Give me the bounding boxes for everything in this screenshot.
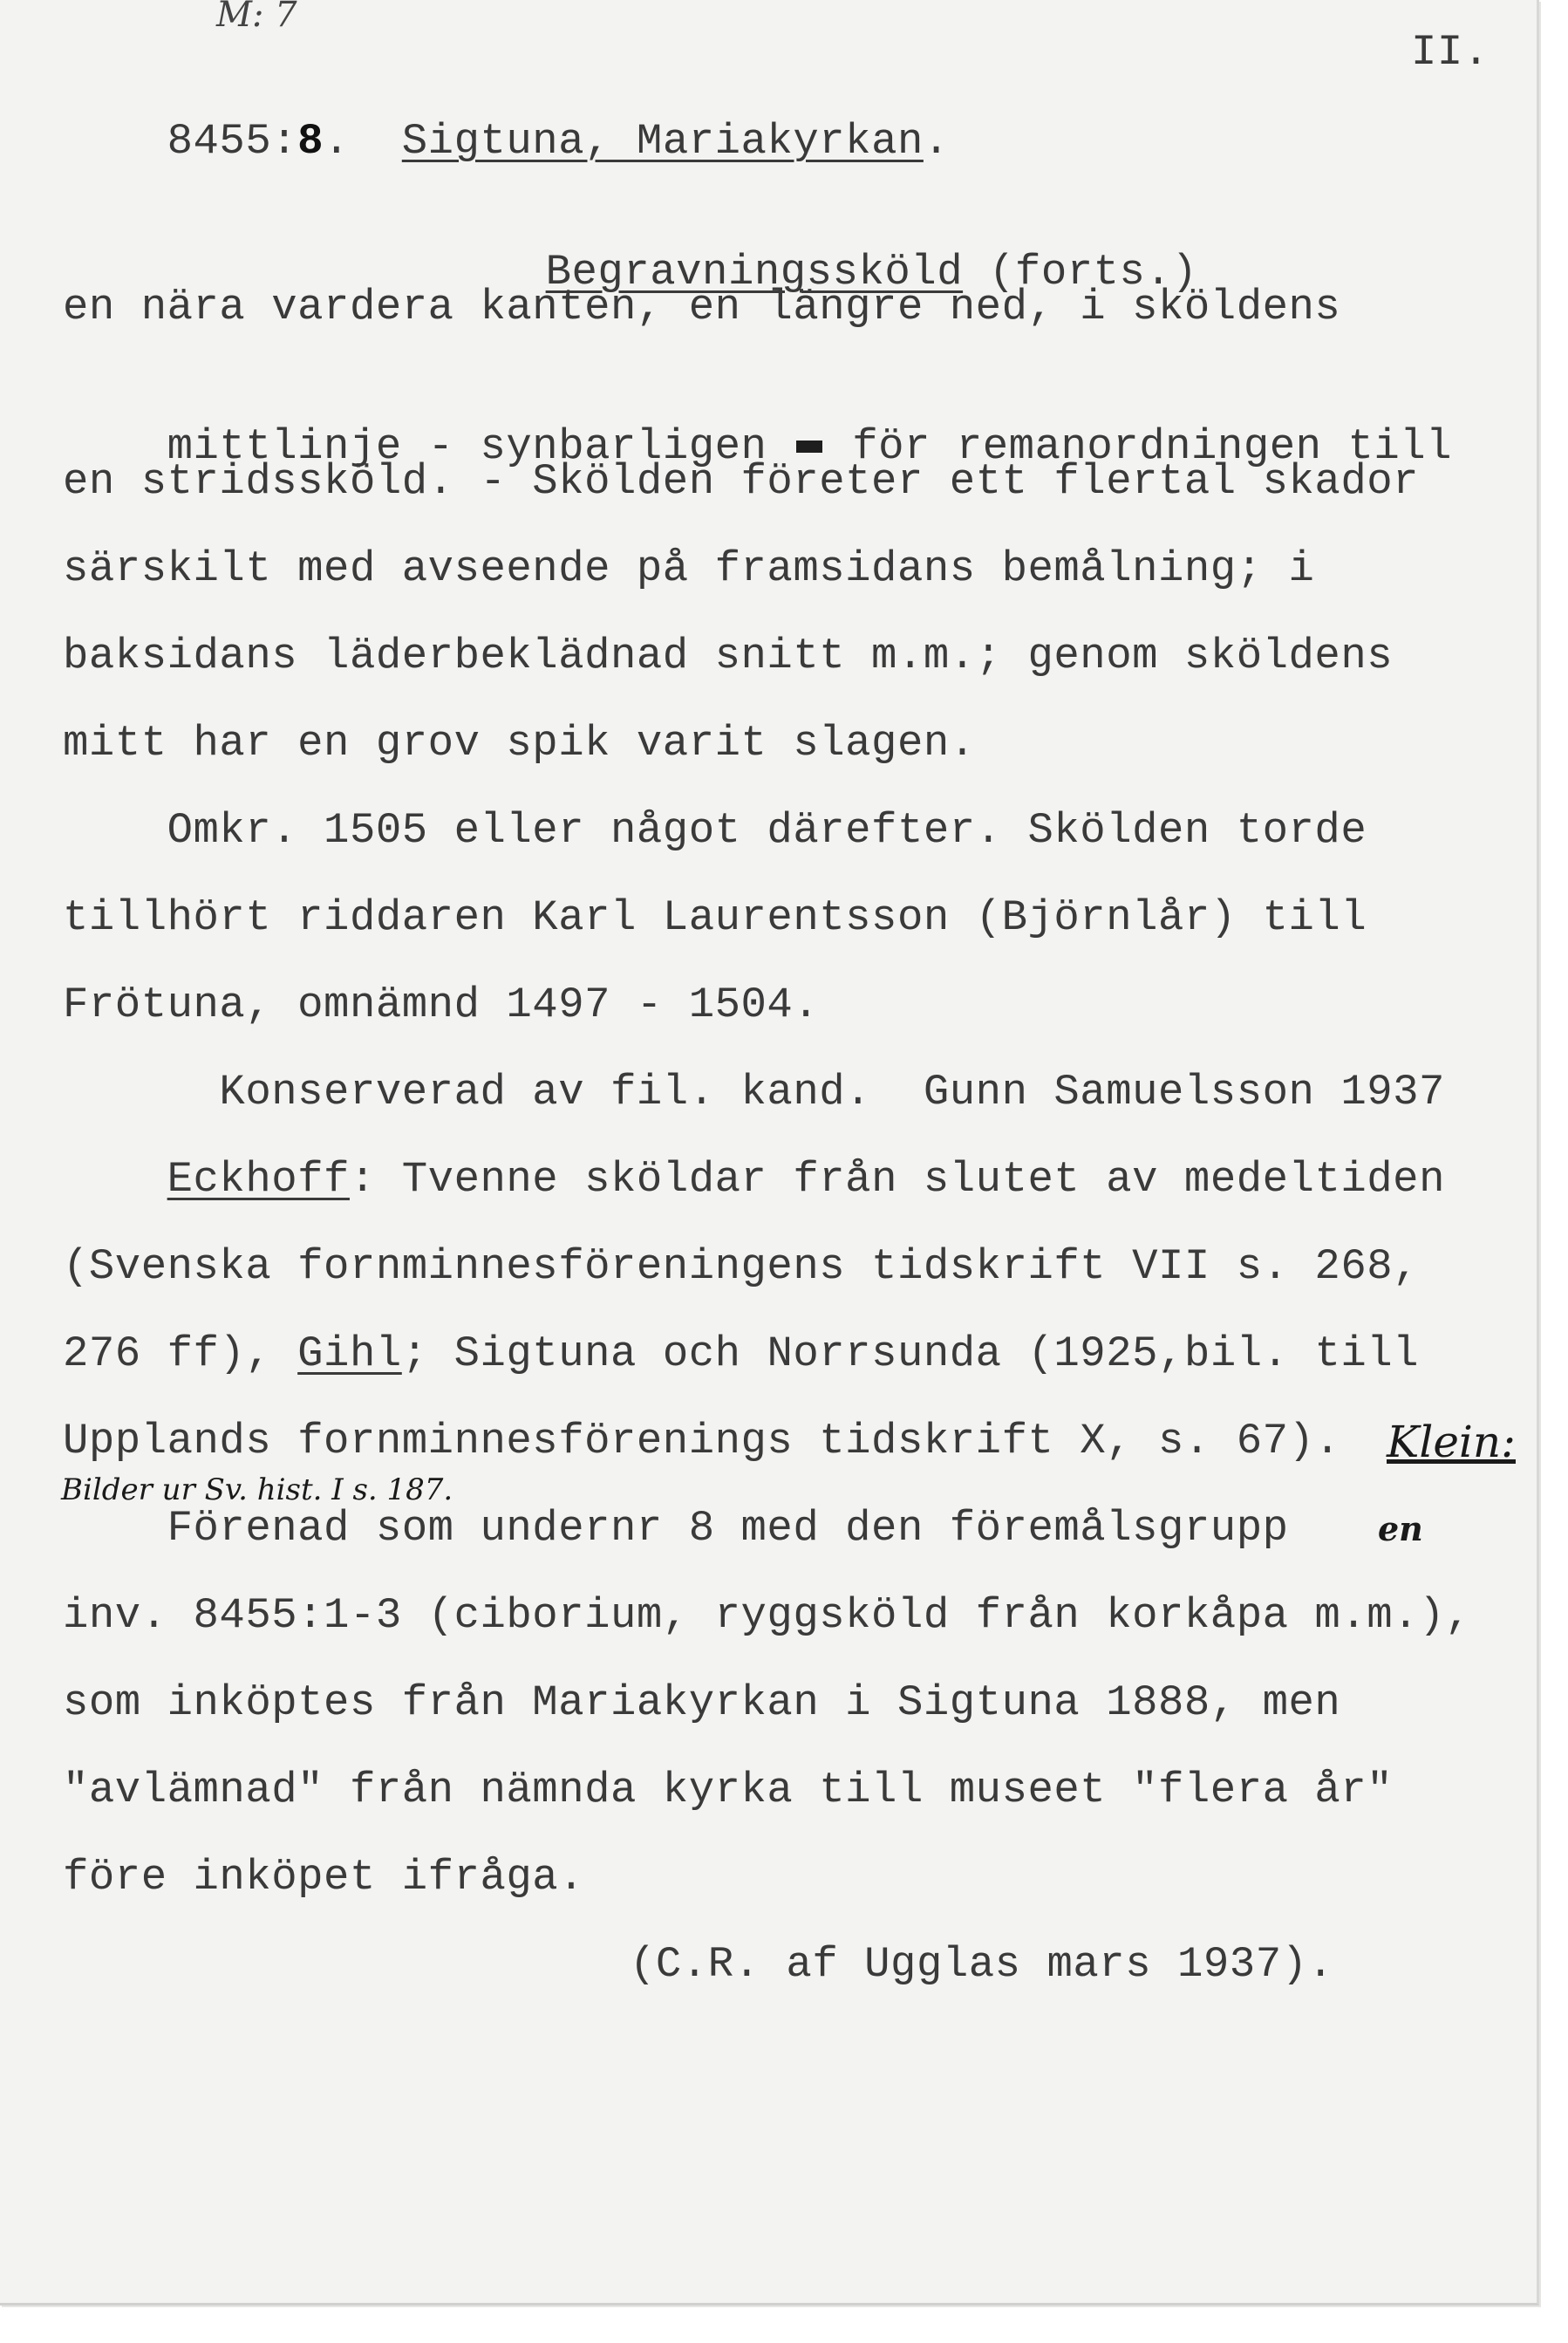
inventory-number-suffix: .: [324, 117, 350, 166]
location-title: Sigtuna, Mariakyrkan: [401, 117, 924, 166]
location-end: .: [923, 117, 950, 166]
body-line-3: en stridssköld. - Skölden företer ett flertal skador: [63, 457, 1420, 506]
body-line-2-start: mittlinje - synbarligen: [167, 422, 767, 471]
body-line-13-start: 276 ff),: [63, 1329, 298, 1378]
body-line-2-end: för remanordningen till: [852, 422, 1453, 471]
body-line-19: före inköpet ifråga.: [63, 1853, 585, 1902]
body-line-11: [63, 1153, 1445, 1206]
body-line-16: inv. 8455:1-3 (ciborium, ryggsköld från korkåpa m.m.),: [63, 1591, 1471, 1640]
signature-line: (C.R. af Ugglas mars 1937).: [630, 1940, 1334, 1989]
body-line-17: som inköptes från Mariakyrkan i Sigtuna 1888, men: [63, 1678, 1341, 1727]
body-line-13-rest: ; Sigtuna och Norrsunda (1925,bil. till: [401, 1329, 1420, 1378]
corner-note: M: 7: [216, 0, 297, 35]
body-line-14: Upplands fornminnesförenings tidskrift X, s. 67).: [63, 1417, 1341, 1465]
page-number: II.: [1411, 28, 1490, 77]
gihl-reference: Gihl: [297, 1329, 402, 1378]
body-line-6: mitt har en grov spik varit slagen.: [63, 719, 976, 768]
body-line-11-rest: : Tvenne sköldar från slutet av medeltiden: [349, 1155, 1445, 1204]
handwritten-group-suffix: en: [1378, 1509, 1423, 1548]
body-line-7: Omkr. 1505 eller något därefter. Skölden torde: [63, 806, 1367, 855]
eckhoff-reference: Eckhoff: [167, 1155, 350, 1204]
section-heading: Begravningssköld: [545, 248, 964, 297]
section-heading-suffix: (forts.): [963, 248, 1198, 297]
body-line-1: en nära vardera kanten, en längre ned, i sköldens: [63, 283, 1341, 331]
inventory-number-prefix: 8455:: [167, 117, 298, 166]
inventory-number-digit: 8: [297, 117, 324, 166]
body-line-15: Förenad som undernr 8 med den föremålsgrupp: [63, 1504, 1289, 1553]
body-line-9: Frötuna, omnämnd 1497 - 1504.: [63, 980, 820, 1029]
body-line-12: (Svenska fornminnesföreningens tidskrift VII s. 268,: [63, 1242, 1420, 1291]
handwritten-bilder-note: Bilder ur Sv. hist. I s. 187.: [61, 1472, 453, 1507]
body-line-13: [63, 1328, 1419, 1380]
body-line-5: baksidans läderbeklädnad snitt m.m.; genom sköldens: [63, 632, 1394, 680]
handwritten-klein-reference: Klein:: [1387, 1417, 1516, 1467]
body-line-4: särskilt med avseende på framsidans bemålning; i: [63, 544, 1315, 593]
body-line-8: tillhört riddaren Karl Laurentsson (Björnlår) till: [63, 893, 1367, 942]
body-line-18: "avlämnad" från nämnda kyrka till museet "flera år": [63, 1766, 1394, 1814]
struck-out-mark: [796, 441, 822, 453]
body-line-10: Konserverad av fil. kand. Gunn Samuelsson 1937: [63, 1068, 1445, 1117]
